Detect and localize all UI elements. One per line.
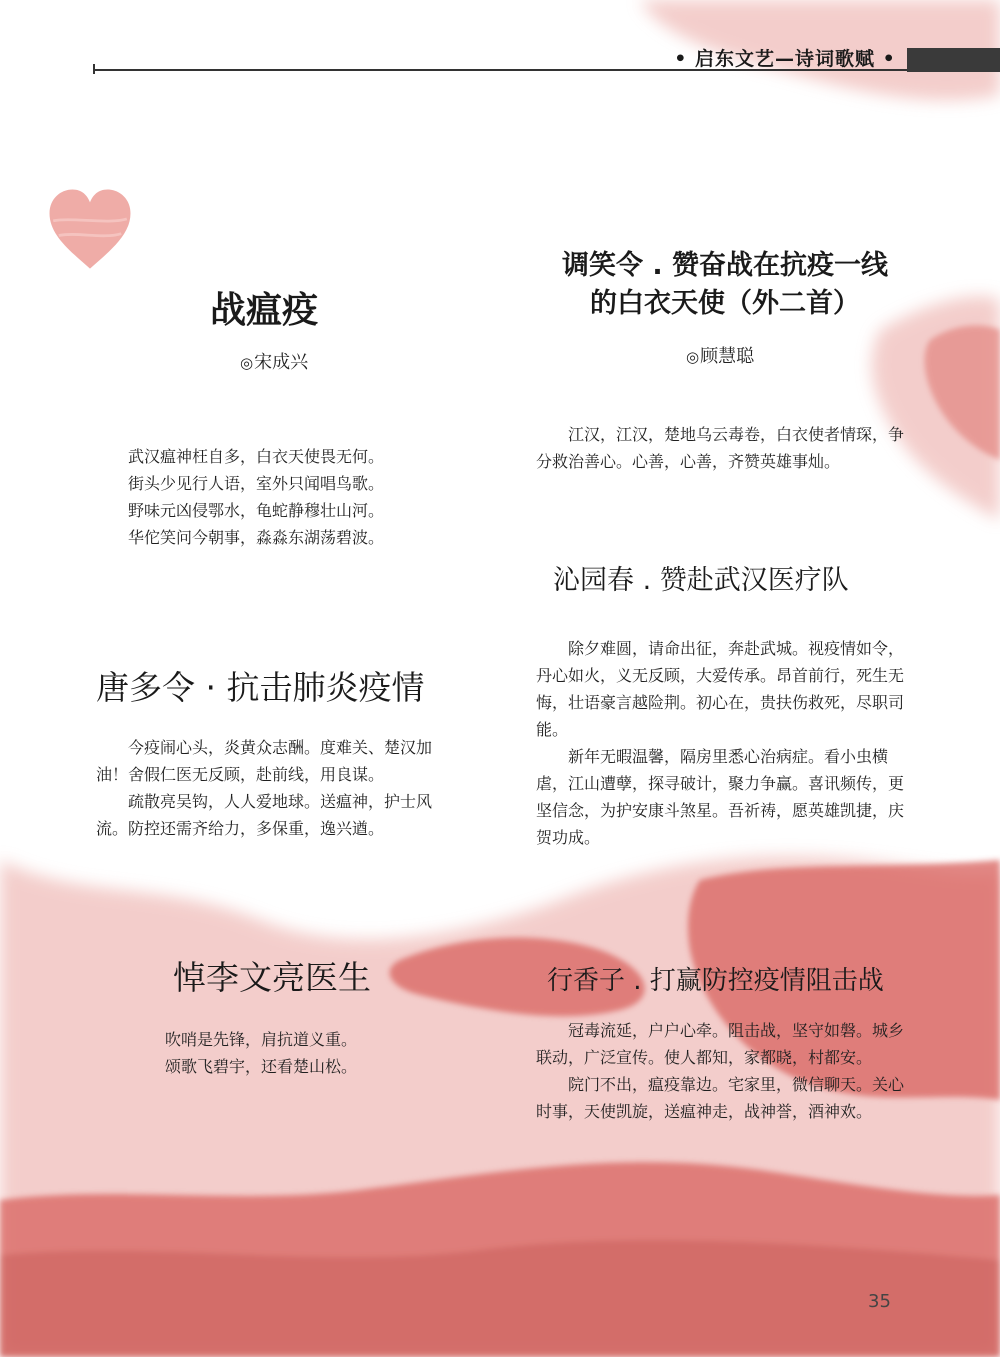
poem-title: 调笑令 . 赞奋战在抗疫一线 xyxy=(561,250,889,281)
poem-body xyxy=(536,1017,906,1125)
poem-paragraph: 新年无暇温馨，隔房里悉心治病症。看小虫横虐，江山遭孽，探寻破计，聚力争赢。喜讯频传，更坚信念，为护安康斗煞星。吾祈祷，愿英雄凯捷，庆贺功成。 xyxy=(536,747,905,847)
poem-paragraph: 今疫闹心头，炎黄众志酬。度难关、楚汉加油！舍假仁医无反顾，赴前线，用良谋。 xyxy=(96,738,433,784)
poem-line: 吹哨是先锋，肩抗道义重。 xyxy=(165,1030,358,1049)
author-name: 顾慧聪 xyxy=(700,346,755,367)
poem-body xyxy=(128,443,428,551)
author-mark-icon: ◎ xyxy=(686,348,700,366)
poem-title: 行香子 . 打赢防控疫情阻击战 xyxy=(547,966,884,996)
poem-title: 战瘟疫 xyxy=(210,290,319,331)
poem-paragraph: 江汉，江汉，楚地乌云毒卷，白衣使者情琛，争分救治善心。心善，心善，齐赞英雄事灿。 xyxy=(536,425,905,471)
running-header: • 启东文艺—诗词歌赋 • xyxy=(674,48,896,70)
heart-icon xyxy=(44,182,136,278)
poem-title: 沁园春 . 赞赴武汉医疗队 xyxy=(553,565,849,596)
poem-body xyxy=(536,635,906,851)
poem-line: 颂歌飞碧宇，还看楚山松。 xyxy=(165,1057,358,1076)
poem-paragraph: 院门不出，瘟疫靠边。宅家里，微信聊天。关心时事，天使凯旋，送瘟神走，战神誉，酒神欢。 xyxy=(536,1075,905,1121)
poem-line: 街头少见行人语，室外只闻唱鸟歌。 xyxy=(128,474,385,493)
poem-line: 野味元凶侵鄂水，龟蛇静穆壮山河。 xyxy=(128,501,385,520)
poem-line: 华佗笑问今朝事，淼淼东湖荡碧波。 xyxy=(128,528,385,547)
poem-title: 唐多令 · 抗击肺炎疫情 xyxy=(96,668,425,707)
header-bar xyxy=(907,48,1000,72)
poem-title: 悼李文亮医生 xyxy=(173,958,371,997)
poem-author xyxy=(686,342,754,368)
author-name: 宋成兴 xyxy=(254,352,309,373)
poem-body xyxy=(165,1026,425,1080)
poem-author xyxy=(240,348,308,374)
poem-paragraph: 除夕难圆，请命出征，奔赴武城。视疫情如令，丹心如火，义无反顾，大爱传承。昂首前行，死生无悔，壮语豪言越险荆。初心在，贵扶伤救死，尽职司能。 xyxy=(536,639,905,739)
poem-body xyxy=(536,421,906,475)
poem-line: 武汉瘟神枉自多，白衣天使畏无何。 xyxy=(128,447,385,466)
author-mark-icon: ◎ xyxy=(240,354,254,372)
poem-paragraph: 疏散亮吴钩，人人爱地球。送瘟神，护士风流。防控还需齐给力，多保重，逸兴遒。 xyxy=(96,792,433,838)
poem-body xyxy=(96,734,452,842)
page-number: 35 xyxy=(868,1291,891,1312)
poem-title: 的白衣天使（外二首） xyxy=(590,288,860,319)
poem-paragraph: 冠毒流延，户户心牵。阻击战，坚守如磐。城乡联动，广泛宣传。使人都知，家都晓，村都安。 xyxy=(536,1021,905,1067)
